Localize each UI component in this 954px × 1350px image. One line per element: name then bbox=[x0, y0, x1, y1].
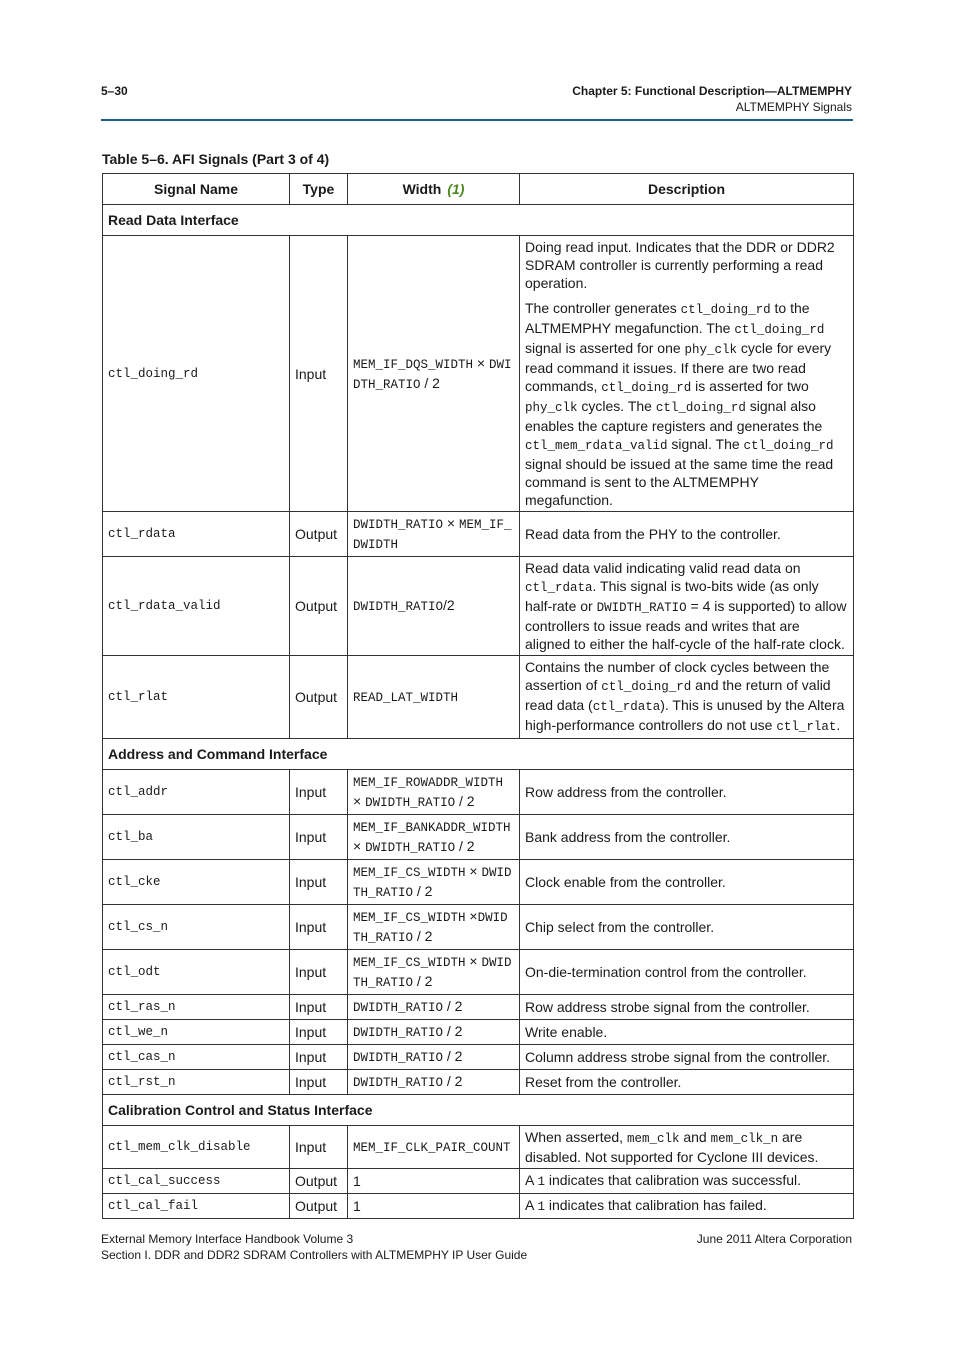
width-text: /2 bbox=[443, 597, 455, 613]
desc-code: ctl_doing_rd bbox=[601, 381, 692, 395]
desc-text: signal should be issued at the same time the read command is sent to the ALTMEMPHY megafunction. bbox=[525, 456, 834, 508]
signal-name-cell: ctl_cas_n bbox=[103, 1045, 290, 1070]
desc-code: ctl_rdata bbox=[525, 581, 593, 595]
desc-text: Write enable. bbox=[525, 1024, 608, 1040]
signal-description-cell bbox=[520, 950, 854, 995]
signal-width-cell bbox=[348, 512, 520, 557]
table-row bbox=[103, 1126, 854, 1169]
signal-description-cell bbox=[520, 1070, 854, 1095]
signal-description-cell bbox=[520, 1194, 854, 1219]
table-row bbox=[103, 770, 854, 815]
desc-code: 1 bbox=[537, 1175, 545, 1189]
width-text: 1 bbox=[353, 1198, 361, 1214]
description-paragraph bbox=[525, 238, 848, 292]
desc-text: When asserted, bbox=[525, 1129, 627, 1145]
description-paragraph bbox=[525, 1073, 848, 1091]
width-text: / 2 bbox=[443, 998, 463, 1014]
signal-description-cell bbox=[520, 770, 854, 815]
signal-width-cell bbox=[348, 815, 520, 860]
width-text: × bbox=[353, 838, 366, 854]
signal-description-cell bbox=[520, 995, 854, 1020]
desc-code: ctl_doing_rd bbox=[680, 303, 771, 317]
width-code: MEM_IF_CLK_PAIR_COUNT bbox=[353, 1141, 511, 1155]
signal-name-cell: ctl_rlat bbox=[103, 656, 290, 739]
signal-description-cell bbox=[520, 860, 854, 905]
signal-type-cell: Input bbox=[290, 905, 348, 950]
width-code: DWIDTH_RATIO bbox=[353, 1076, 444, 1090]
signal-width-cell bbox=[348, 1020, 520, 1045]
desc-code: ctl_doing_rd bbox=[734, 323, 825, 337]
width-text: / 2 bbox=[413, 973, 433, 989]
width-text: × bbox=[473, 354, 489, 371]
description-paragraph bbox=[525, 525, 848, 543]
width-code: DWIDTH_RATIO bbox=[365, 796, 456, 810]
desc-text: indicates that calibration was successful. bbox=[544, 1172, 801, 1188]
signal-width-cell bbox=[348, 1070, 520, 1095]
signal-description-cell bbox=[520, 905, 854, 950]
table-caption: Table 5–6. AFI Signals (Part 3 of 4) bbox=[102, 151, 330, 167]
width-text: × bbox=[443, 515, 459, 531]
desc-text: Doing read input. Indicates that the DDR or DDR2 SDRAM controller is currently performing a read operation. bbox=[525, 239, 835, 291]
signal-width-cell bbox=[348, 1169, 520, 1194]
desc-text: Bank address from the controller. bbox=[525, 829, 731, 845]
desc-text: . This signal is two-bits wide (as only half-rate or bbox=[525, 578, 819, 614]
signal-width-cell bbox=[348, 995, 520, 1020]
width-text: 1 bbox=[353, 1173, 361, 1189]
header-rule bbox=[101, 119, 853, 121]
desc-text: Row address from the controller. bbox=[525, 784, 727, 800]
width-text: / 2 bbox=[413, 928, 433, 944]
signal-type-cell: Output bbox=[290, 512, 348, 557]
desc-text: is asserted for two bbox=[691, 378, 809, 394]
desc-text: Row address strobe signal from the controller. bbox=[525, 999, 810, 1015]
desc-code: ctl_rdata bbox=[592, 700, 661, 714]
col-type: Type bbox=[290, 174, 348, 205]
desc-code: DWIDTH_RATIO bbox=[596, 601, 687, 615]
signal-type-cell: Input bbox=[290, 770, 348, 815]
desc-text: and bbox=[679, 1129, 711, 1145]
signal-width-cell bbox=[348, 905, 520, 950]
signal-name-cell: ctl_odt bbox=[103, 950, 290, 995]
signal-type-cell: Output bbox=[290, 1194, 348, 1219]
desc-text: cycles. The bbox=[577, 398, 656, 414]
width-code: MEM_IF_DWIDTH bbox=[353, 518, 512, 552]
desc-text: Chip select from the controller. bbox=[525, 919, 715, 935]
width-text: / 2 bbox=[455, 793, 475, 809]
desc-text: indicates that calibration has failed. bbox=[544, 1197, 767, 1213]
signal-width-cell bbox=[348, 1126, 520, 1169]
signal-type-cell: Input bbox=[290, 815, 348, 860]
signal-type-cell: Input bbox=[290, 1070, 348, 1095]
signal-description-cell bbox=[520, 656, 854, 739]
description-paragraph bbox=[525, 299, 848, 509]
desc-text: Contains the number of clock cycles between the assertion of bbox=[525, 659, 830, 693]
table-row bbox=[103, 815, 854, 860]
desc-code: phy_clk bbox=[684, 343, 738, 357]
signal-type-cell: Input bbox=[290, 236, 348, 512]
section-row bbox=[103, 1095, 854, 1126]
width-code: MEM_IF_CS_WIDTH bbox=[353, 911, 466, 925]
desc-text: signal is asserted for one bbox=[525, 340, 685, 356]
signal-description-cell bbox=[520, 236, 854, 512]
signal-type-cell: Output bbox=[290, 656, 348, 739]
table-row bbox=[103, 860, 854, 905]
width-code: MEM_IF_BANKADDR_WIDTH bbox=[353, 821, 511, 835]
signal-description-cell bbox=[520, 1126, 854, 1169]
width-code: MEM_IF_DQS_WIDTH bbox=[353, 357, 474, 372]
description-paragraph bbox=[525, 1023, 848, 1041]
desc-text: Reset from the controller. bbox=[525, 1074, 682, 1090]
width-code: READ_LAT_WIDTH bbox=[353, 691, 459, 705]
width-text: × bbox=[465, 908, 478, 924]
desc-code: phy_clk bbox=[525, 401, 578, 415]
table-row bbox=[103, 1169, 854, 1194]
signal-width-cell bbox=[348, 950, 520, 995]
width-footnote-link[interactable]: (1) bbox=[447, 181, 465, 197]
signal-width-cell bbox=[348, 236, 520, 512]
desc-text: Clock enable from the controller. bbox=[525, 874, 726, 890]
width-text: / 2 bbox=[443, 1023, 463, 1039]
width-code: DWIDTH_RATIO bbox=[353, 866, 512, 900]
desc-code: ctl_doing_rd bbox=[601, 680, 692, 694]
desc-text: and the return of valid read data ( bbox=[525, 677, 831, 713]
chapter-title: Chapter 5: Functional Description—ALTMEMPHY bbox=[572, 84, 852, 98]
section-row bbox=[103, 205, 854, 236]
footer-handbook-title: External Memory Interface Handbook Volume 3 bbox=[101, 1232, 354, 1246]
signal-description-cell bbox=[520, 557, 854, 656]
desc-code: ctl_doing_rd bbox=[655, 401, 746, 415]
signal-width-cell bbox=[348, 860, 520, 905]
desc-text: = 4 is supported) to allow controllers to issue reads and writes that are aligned to either the half-cycle of the half-rate clock. bbox=[525, 598, 847, 652]
signal-name-cell: ctl_rdata bbox=[103, 512, 290, 557]
width-code: DWIDTH_RATIO bbox=[353, 911, 508, 945]
desc-text: . bbox=[836, 717, 841, 733]
table-row bbox=[103, 950, 854, 995]
signal-type-cell: Input bbox=[290, 950, 348, 995]
page-number: 5–30 bbox=[101, 84, 128, 98]
signal-width-cell bbox=[348, 770, 520, 815]
desc-text: A bbox=[525, 1172, 538, 1188]
desc-code: 1 bbox=[537, 1200, 545, 1214]
signal-name-cell: ctl_cal_fail bbox=[103, 1194, 290, 1219]
width-code: DWIDTH_RATIO bbox=[365, 841, 456, 855]
width-text: / 2 bbox=[443, 1048, 463, 1064]
signal-description-cell bbox=[520, 1020, 854, 1045]
signal-description-cell bbox=[520, 1169, 854, 1194]
table-row bbox=[103, 1020, 854, 1045]
signal-name-cell: ctl_doing_rd bbox=[103, 236, 290, 512]
desc-text: On-die-termination control from the controller. bbox=[525, 964, 807, 980]
signal-name-cell: ctl_cke bbox=[103, 860, 290, 905]
section-calibration: Calibration Control and Status Interface bbox=[103, 1095, 854, 1126]
width-text: / 2 bbox=[413, 883, 433, 899]
description-paragraph bbox=[525, 828, 848, 846]
signal-width-cell bbox=[348, 1194, 520, 1219]
description-paragraph bbox=[525, 998, 848, 1016]
desc-text: ). This is unused by the Altera high-performance controllers do not use bbox=[525, 697, 845, 733]
width-code: DWIDTH_RATIO bbox=[353, 1051, 444, 1065]
description-paragraph bbox=[525, 783, 848, 801]
desc-code: mem_clk bbox=[626, 1132, 680, 1146]
width-text: × bbox=[353, 793, 366, 809]
description-paragraph bbox=[525, 1128, 848, 1166]
signal-description-cell bbox=[520, 815, 854, 860]
signal-width-cell bbox=[348, 656, 520, 739]
width-code: DWIDTH_RATIO bbox=[353, 600, 444, 614]
width-code: MEM_IF_CS_WIDTH bbox=[353, 866, 466, 880]
signal-description-cell bbox=[520, 512, 854, 557]
desc-text: Read data valid indicating valid read data on bbox=[525, 560, 801, 576]
desc-text: cycle for every read command it issues. If there are two read commands, bbox=[525, 340, 832, 394]
width-text: / 2 bbox=[455, 838, 475, 854]
section-read-data: Read Data Interface bbox=[103, 205, 854, 236]
table-row bbox=[103, 1194, 854, 1219]
signal-name-cell: ctl_ras_n bbox=[103, 995, 290, 1020]
table-row bbox=[103, 1070, 854, 1095]
description-paragraph bbox=[525, 559, 848, 653]
width-text: / 2 bbox=[443, 1073, 463, 1089]
col-description: Description bbox=[520, 174, 854, 205]
desc-code: ctl_doing_rd bbox=[743, 439, 834, 453]
description-paragraph bbox=[525, 658, 848, 736]
signal-name-cell: ctl_we_n bbox=[103, 1020, 290, 1045]
width-code: DWIDTH_RATIO bbox=[353, 956, 512, 990]
footer-date-company: June 2011 Altera Corporation bbox=[696, 1232, 852, 1246]
table-row bbox=[103, 236, 854, 512]
signal-type-cell: Input bbox=[290, 995, 348, 1020]
signal-description-cell bbox=[520, 1045, 854, 1070]
signal-width-cell bbox=[348, 1045, 520, 1070]
table-row bbox=[103, 995, 854, 1020]
description-paragraph bbox=[525, 963, 848, 981]
width-code: DWIDTH_RATIO bbox=[353, 1001, 444, 1015]
signal-type-cell: Input bbox=[290, 1020, 348, 1045]
table-row bbox=[103, 557, 854, 656]
table-row bbox=[103, 905, 854, 950]
desc-text: The controller generates bbox=[525, 300, 681, 316]
description-paragraph bbox=[525, 1196, 848, 1216]
table-header-row bbox=[103, 174, 854, 205]
desc-text: signal. The bbox=[667, 436, 744, 452]
description-paragraph bbox=[525, 1048, 848, 1066]
col-width-label: Width bbox=[402, 181, 442, 197]
width-text: × bbox=[465, 953, 482, 969]
section-address-command: Address and Command Interface bbox=[103, 739, 854, 770]
description-paragraph bbox=[525, 918, 848, 936]
desc-text: are disabled. Not supported for Cyclone III devices. bbox=[525, 1129, 819, 1165]
desc-code: mem_clk_n bbox=[710, 1132, 779, 1146]
signal-name-cell: ctl_ba bbox=[103, 815, 290, 860]
footer-section-title: Section I. DDR and DDR2 SDRAM Controllers with ALTMEMPHY IP User Guide bbox=[101, 1248, 528, 1262]
width-code: DWIDTH_RATIO bbox=[353, 1026, 444, 1040]
signal-name-cell: ctl_rdata_valid bbox=[103, 557, 290, 656]
table-row bbox=[103, 1045, 854, 1070]
description-paragraph bbox=[525, 1171, 848, 1191]
desc-code: ctl_mem_rdata_valid bbox=[525, 439, 668, 453]
desc-text: A bbox=[525, 1197, 538, 1213]
table-row bbox=[103, 512, 854, 557]
signal-width-cell bbox=[348, 557, 520, 656]
section-title: ALTMEMPHY Signals bbox=[735, 100, 852, 114]
width-code: MEM_IF_ROWADDR_WIDTH bbox=[353, 776, 504, 790]
width-text: / 2 bbox=[420, 374, 440, 391]
signal-type-cell: Output bbox=[290, 557, 348, 656]
signal-name-cell: ctl_rst_n bbox=[103, 1070, 290, 1095]
signal-name-cell: ctl_mem_clk_disable bbox=[103, 1126, 290, 1169]
desc-code: ctl_rlat bbox=[776, 720, 837, 734]
signal-name-cell: ctl_cal_success bbox=[103, 1169, 290, 1194]
desc-text: Read data from the PHY to the controller. bbox=[525, 526, 781, 542]
desc-text: to the ALTMEMPHY megafunction. The bbox=[525, 300, 810, 336]
width-code: DWIDTH_RATIO bbox=[353, 357, 512, 392]
signal-type-cell: Input bbox=[290, 860, 348, 905]
width-code: MEM_IF_CS_WIDTH bbox=[353, 956, 466, 970]
table-row bbox=[103, 656, 854, 739]
signal-type-cell: Input bbox=[290, 1045, 348, 1070]
signal-type-cell: Output bbox=[290, 1169, 348, 1194]
col-signal-name: Signal Name bbox=[103, 174, 290, 205]
col-width bbox=[348, 174, 520, 205]
width-text: × bbox=[465, 863, 482, 879]
desc-text: Column address strobe signal from the controller. bbox=[525, 1049, 831, 1065]
description-paragraph bbox=[525, 873, 848, 891]
signal-type-cell: Input bbox=[290, 1126, 348, 1169]
afi-signals-table bbox=[102, 173, 854, 1219]
signal-name-cell: ctl_cs_n bbox=[103, 905, 290, 950]
width-code: DWIDTH_RATIO bbox=[353, 518, 444, 532]
desc-text: signal also enables the capture registers and generates the bbox=[525, 398, 823, 434]
signal-name-cell: ctl_addr bbox=[103, 770, 290, 815]
section-row bbox=[103, 739, 854, 770]
